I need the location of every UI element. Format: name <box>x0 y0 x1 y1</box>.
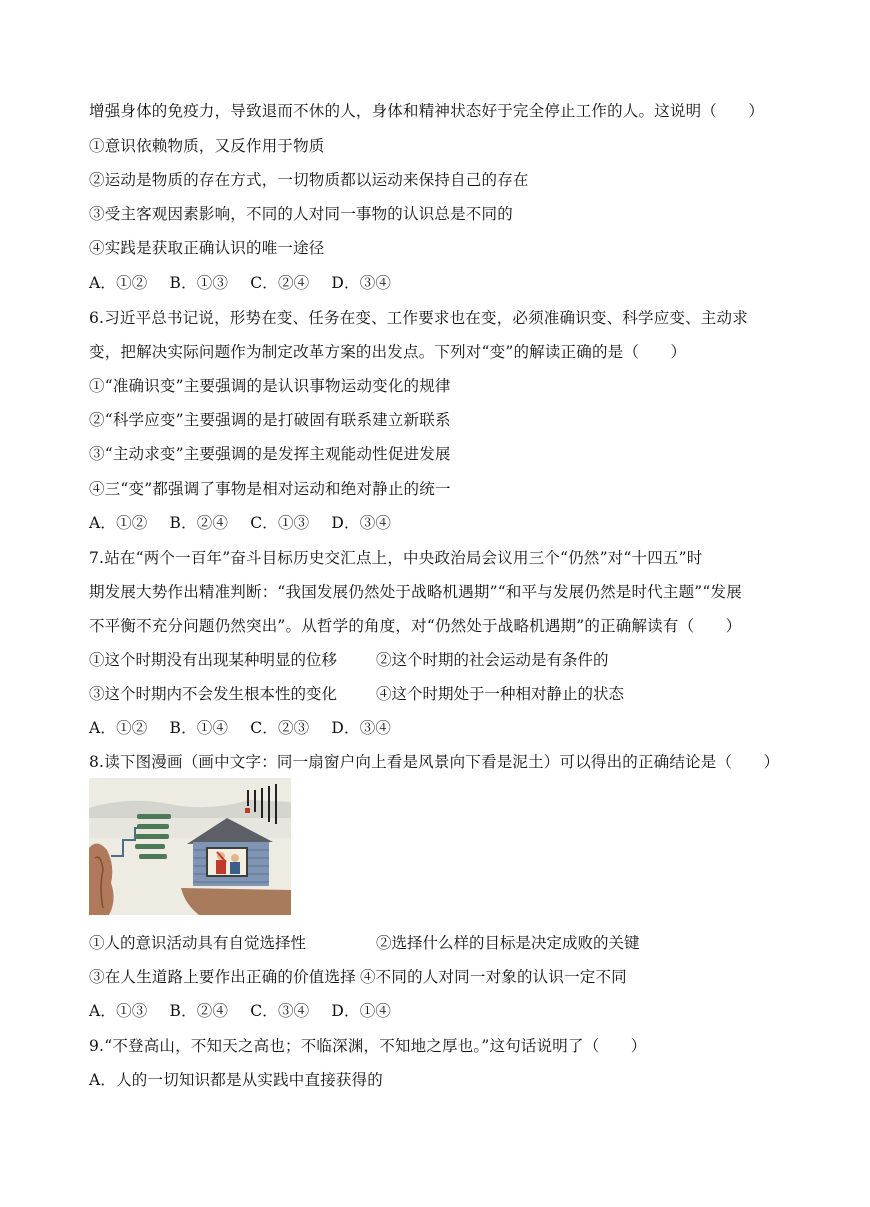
q7-choice-a[interactable]: A．①② <box>89 719 148 737</box>
q8-option-3: ③在人生道路上要作出正确的价值选择 <box>89 968 356 986</box>
q6-stem-line-2: 变，把解决实际问题作为制定改革方案的出发点。下列对“变”的解读正确的是（ ） <box>89 343 687 361</box>
q6-choice-a[interactable]: A．①② <box>89 514 148 532</box>
q8-choice-b[interactable]: B．②④ <box>169 1002 229 1020</box>
q7-option-3: ③这个时期内不会发生根本性的变化 <box>89 685 338 703</box>
q7-choice-c[interactable]: C．②③ <box>250 719 310 737</box>
q6-option-1: ①“准确识变”主要强调的是认识事物运动变化的规律 <box>89 377 451 395</box>
q9-stem: 9.“不登高山，不知天之高也；不临深渊，不知地之厚也。”这句话说明了（ ） <box>89 1037 647 1055</box>
q5-option-3: ③受主客观因素影响，不同的人对同一事物的认识总是不同的 <box>89 205 513 223</box>
q7-options-row-2 <box>89 684 624 704</box>
q5-choice-b[interactable]: B．①③ <box>169 274 229 292</box>
q5-option-1: ①意识依赖物质，又反作用于物质 <box>89 137 325 155</box>
q7-options-row-1 <box>89 650 609 670</box>
q9-option-a[interactable]: A．人的一切知识都是从实践中直接获得的 <box>89 1071 383 1089</box>
q6-option-3: ③“主动求变”主要强调的是发挥主观能动性促进发展 <box>89 445 451 463</box>
q6-choices <box>89 513 413 533</box>
comic-illustration <box>89 778 291 915</box>
q7-choices <box>89 718 413 738</box>
q7-stem-line-2: 期发展大势作出精准判断：“我国发展仍然处于战略机遇期”“和平与发展仍然是时代主题”“发展 <box>89 583 742 601</box>
q8-choices <box>89 1001 413 1021</box>
q5-stem: 增强身体的免疫力，导致退而不休的人，身体和精神状态好于完全停止工作的人。这说明（ ） <box>89 102 765 120</box>
q8-stem: 8.读下图漫画（画中文字：同一扇窗户向上看是风景向下看是泥土）可以得出的正确结论是（ ） <box>89 753 780 771</box>
q5-choice-a[interactable]: A．①② <box>89 274 148 292</box>
q5-choices <box>89 273 413 293</box>
q8-option-4: ④不同的人对同一对象的认识一定不同 <box>359 968 627 986</box>
q8-options-row-2 <box>89 967 627 987</box>
q8-option-2: ②选择什么样的目标是决定成败的关键 <box>376 934 640 952</box>
q6-choice-c[interactable]: C．①③ <box>250 514 310 532</box>
q7-option-2: ②这个时期的社会运动是有条件的 <box>376 651 609 669</box>
q7-option-1: ①这个时期没有出现某种明显的位移 <box>89 651 338 669</box>
q7-option-4: ④这个时期处于一种相对静止的状态 <box>376 685 625 703</box>
q6-option-2: ②“科学应变”主要强调的是打破固有联系建立新联系 <box>89 411 451 429</box>
q8-options-row-1 <box>89 933 640 953</box>
q5-choice-c[interactable]: C．②④ <box>250 274 310 292</box>
q7-stem-line-1: 7.站在“两个一百年”奋斗目标历史交汇点上，中央政治局会议用三个“仍然”对“十四五”时 <box>89 549 703 567</box>
q5-option-2: ②运动是物质的存在方式，一切物质都以运动来保持自己的存在 <box>89 171 529 189</box>
q8-option-1: ①人的意识活动具有自觉选择性 <box>89 934 307 952</box>
q5-option-4: ④实践是获取正确认识的唯一途径 <box>89 239 325 257</box>
q6-choice-b[interactable]: B．②④ <box>169 514 229 532</box>
q6-stem-line-1: 6.习近平总书记说，形势在变、任务在变、工作要求也在变，必须准确识变、科学应变、主动求 <box>89 309 748 327</box>
q8-choice-d[interactable]: D．①④ <box>331 1002 392 1020</box>
q6-choice-d[interactable]: D．③④ <box>331 514 392 532</box>
q6-option-4: ④三“变”都强调了事物是相对运动和绝对静止的统一 <box>89 480 451 498</box>
q7-choice-d[interactable]: D．③④ <box>331 719 392 737</box>
q7-choice-b[interactable]: B．①④ <box>169 719 229 737</box>
q7-stem-line-3: 不平衡不充分问题仍然突出”。从哲学的角度，对“仍然处于战略机遇期”的正确解读有（ ） <box>89 617 742 635</box>
q8-choice-c[interactable]: C．③④ <box>250 1002 310 1020</box>
q5-choice-d[interactable]: D．③④ <box>331 274 392 292</box>
q8-choice-a[interactable]: A．①③ <box>89 1002 148 1020</box>
